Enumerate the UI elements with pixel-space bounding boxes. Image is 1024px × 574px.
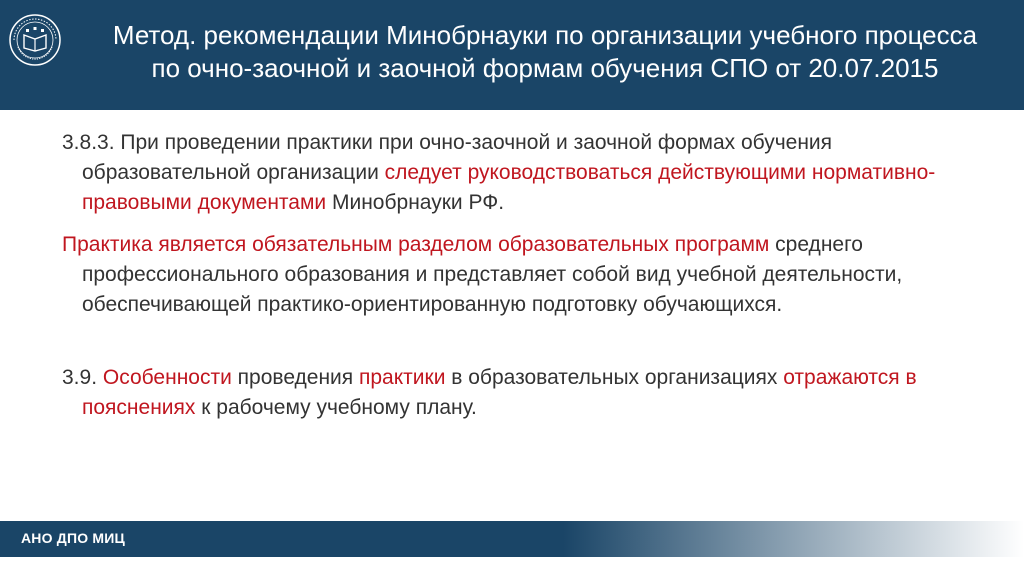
title-line-2: по очно-заочной и заочной формам обучения СПО от 20.07.2015 (151, 53, 939, 83)
paragraph-3-9 (62, 363, 982, 423)
p3-suffix: к рабочему учебному плану. (195, 396, 477, 419)
document-body (62, 128, 982, 423)
p3-mid-1: проведения (231, 366, 359, 389)
footer-bar (0, 521, 1024, 557)
p1-suffix: Минобрнауки РФ. (326, 191, 505, 214)
footer-org-label: АНО ДПО МИЦ (21, 530, 125, 546)
p3-highlight-3: отражаются в пояснениях (82, 366, 917, 419)
p3-prefix: 3.9. (62, 366, 103, 389)
paragraph-3-8-3 (62, 128, 982, 218)
ministry-emblem-icon (8, 13, 62, 67)
p3-mid-2: в образовательных организациях (445, 366, 784, 389)
p2-highlight: Практика является обязательным разделом образовательных программ (62, 233, 770, 256)
title-line-1: Метод. рекомендации Минобрнауки по организации учебного процесса (112, 20, 978, 50)
page-title (70, 19, 1020, 85)
p3-highlight-1: Особенности (102, 366, 232, 389)
p2-suffix: среднего профессионального образования и представляет собой вид учебной деятельности, обеспечивающей практико-ориентированную подготовку обучающихся. (82, 233, 903, 316)
header-bar (0, 0, 1024, 110)
p1-text: 3.8.3. При проведении практики при очно-заочной и заочной формах обучения образовательной организации (62, 131, 833, 184)
p1-highlight: следует руководствоваться действующими нормативно-правовыми документами (82, 161, 936, 214)
p3-highlight-2: практики (359, 366, 446, 389)
paragraph-practice-definition (62, 230, 982, 320)
